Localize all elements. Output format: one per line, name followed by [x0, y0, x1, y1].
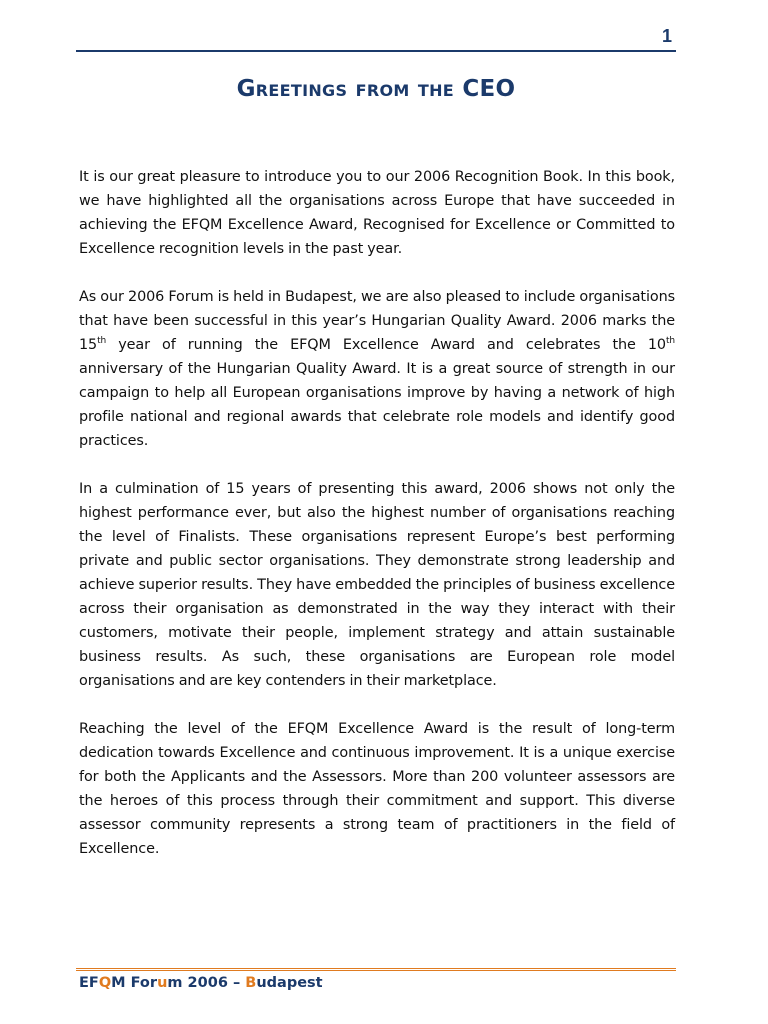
paragraph-budapest-forum [79, 285, 675, 453]
footer-text: EF [79, 975, 99, 991]
paragraph-culmination: In a culmination of 15 years of presenting this award, 2006 shows not only the highest performance ever, but also the highest number of organisations reaching the level of Finalists. These organisations represent Europe’s best performing private and public sector organisations. They demonstrate strong leadership and achieve superior results. They have embedded the principles of business excellence across their organisation as demonstrated in the way they interact with their customers, motivate their people, implement strategy and attain sustainable business results. As such, these organisations are European role model organisations and are key contenders in their marketplace. [79, 481, 675, 689]
footer-text: udapest [256, 975, 323, 991]
paragraph-text: As our 2006 Forum is held in Budapest, we are also pleased to include organisations that have been successful in this year’s Hungarian Quality Award. 2006 marks the 15 [79, 289, 675, 353]
superscript: th [97, 336, 107, 347]
footer-divider [76, 968, 676, 971]
footer-accent-letter: Q [98, 975, 112, 991]
paragraph-intro: It is our great pleasure to introduce you to our 2006 Recognition Book. In this book, we have highlighted all the organisations across Europe that have succeeded in achieving the EFQM Excellence Award, Recognised for Excellence or Committed to Excellence recognition levels in the past year. [79, 169, 675, 257]
footer-text: M For [111, 975, 158, 991]
footer-text: m 2006 – [167, 975, 246, 991]
footer-event-title [79, 973, 323, 993]
footer-accent-letter: B [245, 975, 257, 991]
page-number: 1 [661, 26, 672, 46]
paragraph-text: year of running the EFQM Excellence Award and celebrates the 10 [106, 337, 666, 353]
superscript: th [665, 336, 675, 347]
page-title: Greetings from the CEO [236, 76, 516, 102]
header-divider [76, 50, 676, 52]
paragraph-text: anniversary of the Hungarian Quality Award. It is a great source of strength in our campaign to help all European organisations improve by having a network of high profile national and regional awards that celebrate role models and identify good practices. [79, 361, 675, 449]
paragraph-excellence-award: Reaching the level of the EFQM Excellence Award is the result of long-term dedication towards Excellence and continuous improvement. It is a unique exercise for both the Applicants and the Assessors. More than 200 volunteer assessors are the heroes of this process through their commitment and support. This diverse assessor community represents a strong team of practitioners in the field of Excellence. [79, 721, 675, 857]
footer-accent-letter: u [157, 975, 168, 991]
document-body [79, 165, 675, 885]
